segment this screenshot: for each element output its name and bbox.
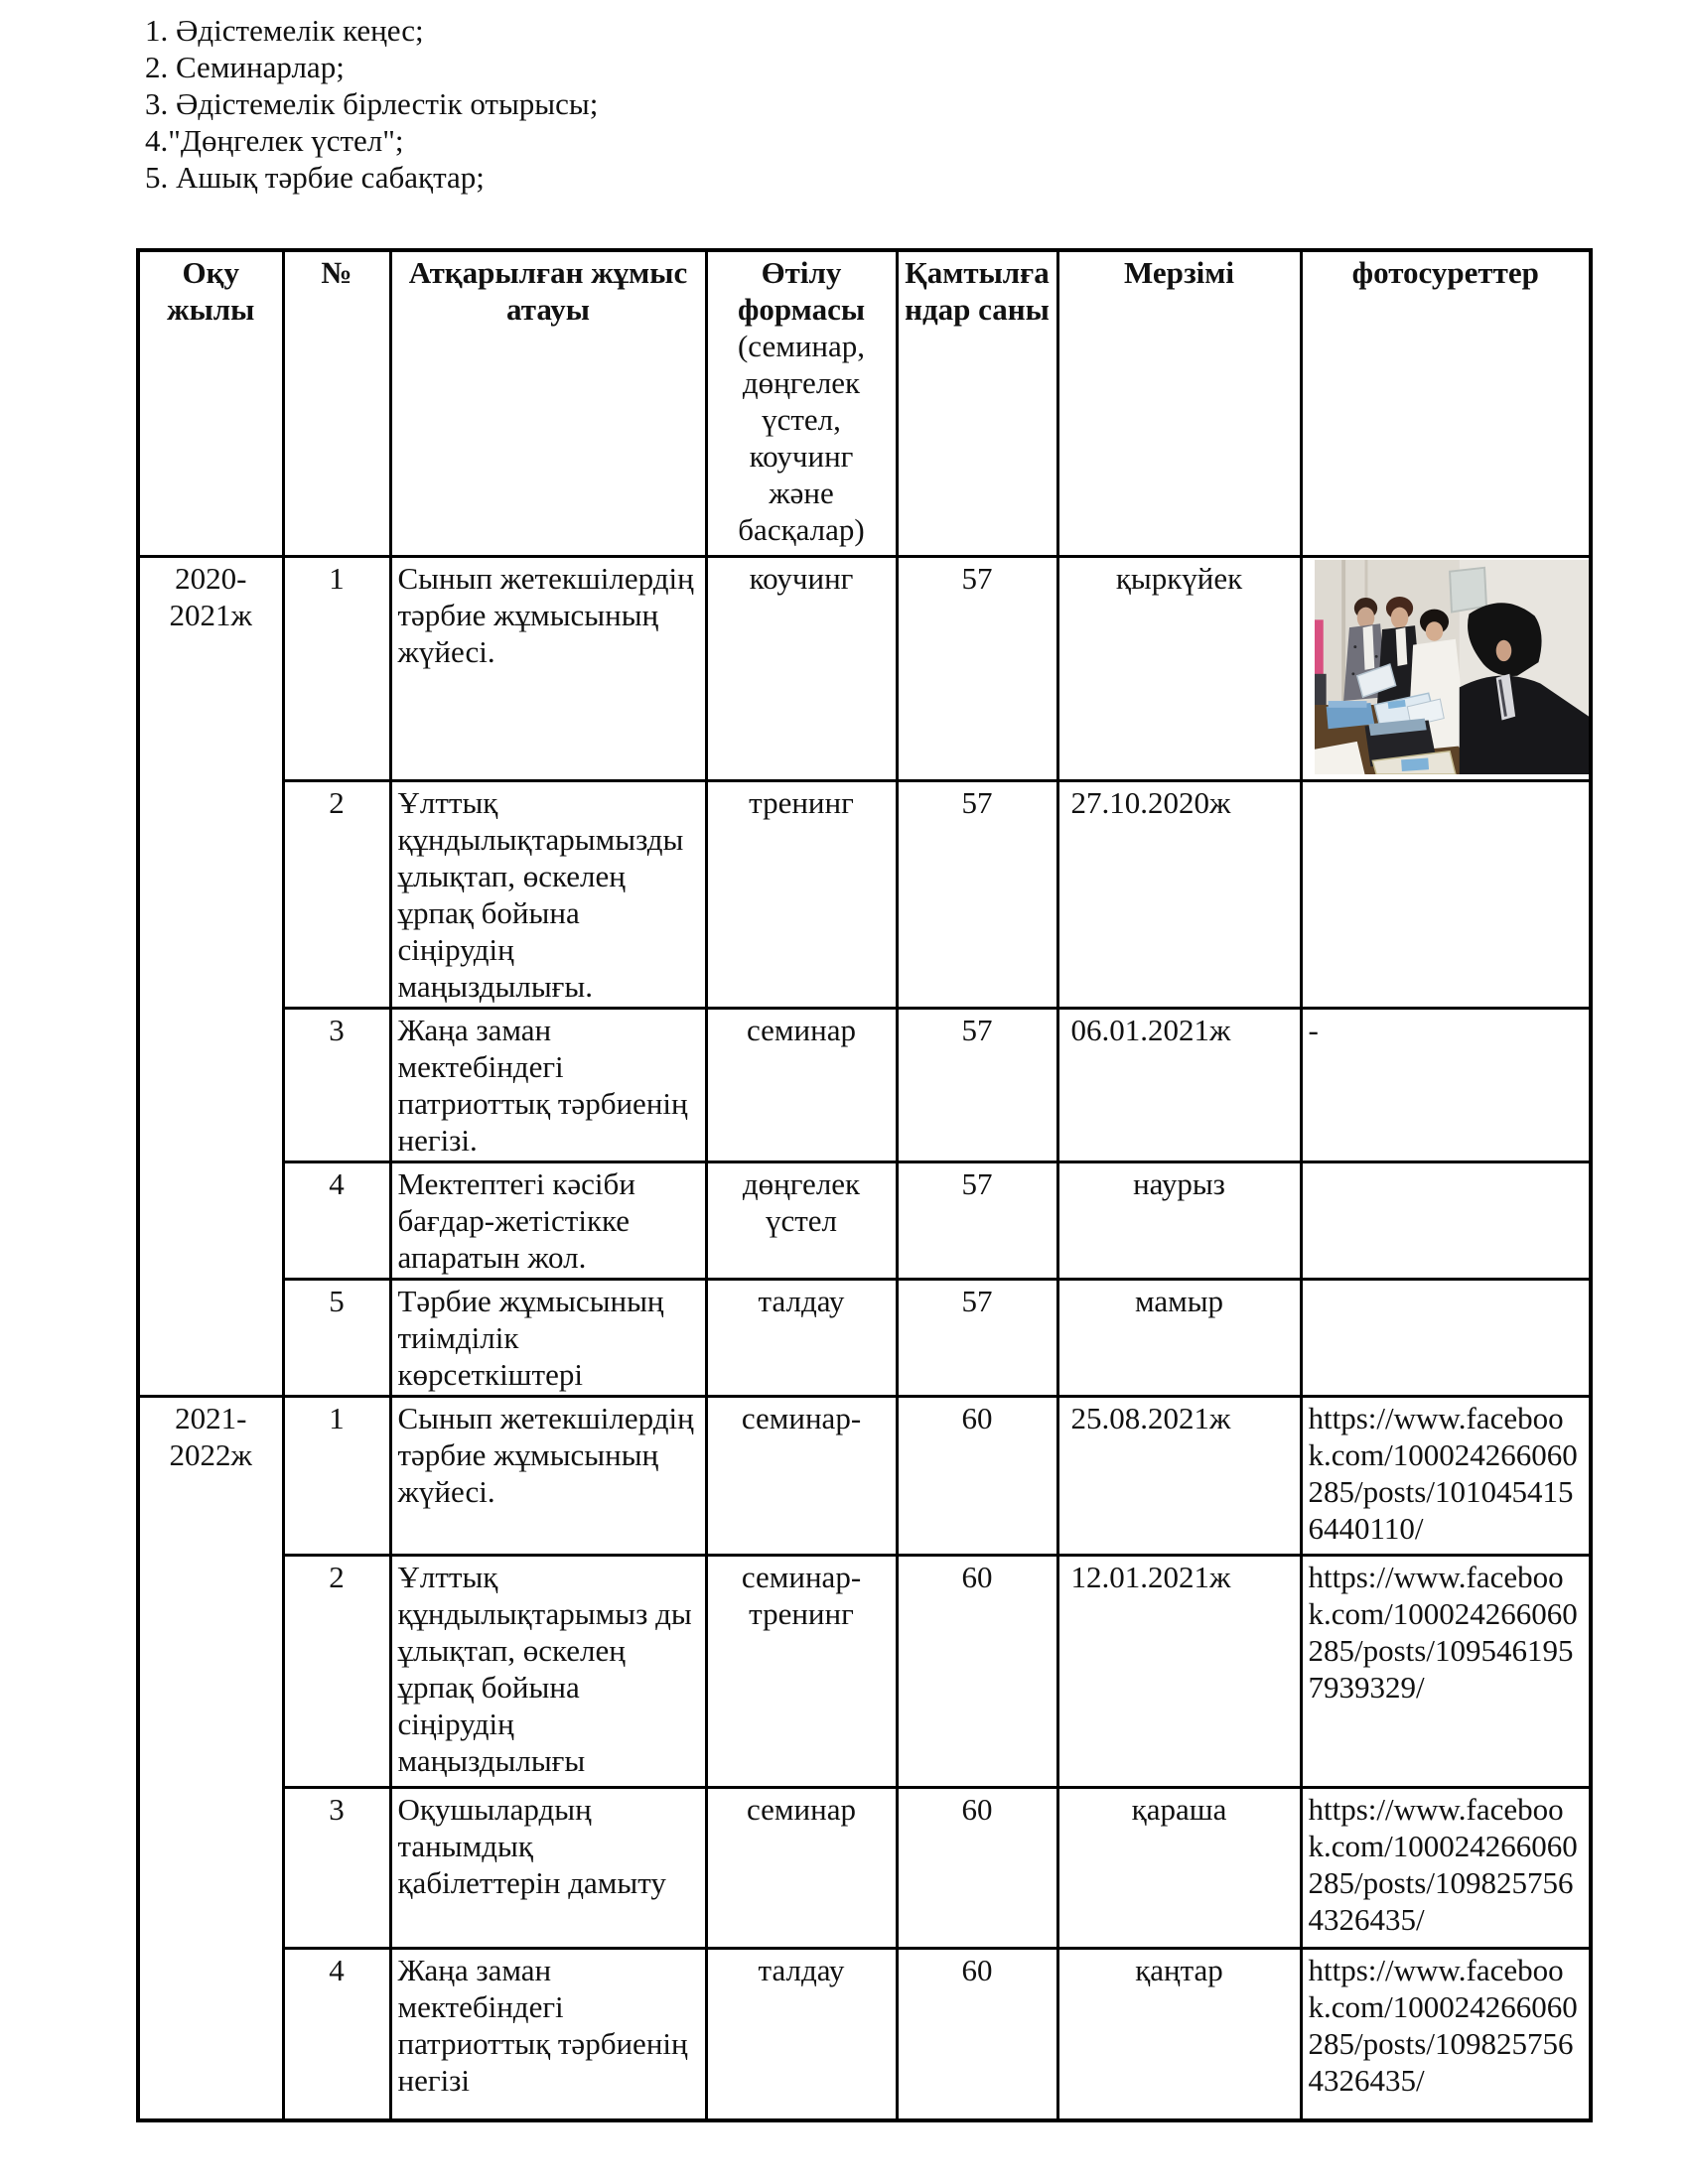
count-cell: 60 xyxy=(897,1787,1057,1948)
col-header-date: Мерзімі xyxy=(1057,250,1301,556)
date-cell: 12.01.2021ж xyxy=(1057,1555,1301,1787)
row-number-cell: 4 xyxy=(283,1161,390,1279)
row-number-cell: 5 xyxy=(283,1279,390,1396)
photo-cell-empty xyxy=(1301,780,1591,1008)
photo-link-cell: https://www.facebook.com/100024266060285/posts/1095461957939329/ xyxy=(1301,1555,1591,1787)
table-row xyxy=(138,1396,1591,1555)
work-name-cell: Мектептегі кәсіби бағдар-жетістікке апаратын жол. xyxy=(390,1161,706,1279)
photo-cell: - xyxy=(1301,1008,1591,1161)
col-header-form xyxy=(706,250,897,556)
date-cell: 27.10.2020ж xyxy=(1057,780,1301,1008)
row-number-cell: 4 xyxy=(283,1948,390,2120)
activities-table xyxy=(136,248,1593,2122)
count-cell: 57 xyxy=(897,1279,1057,1396)
count-cell: 60 xyxy=(897,1555,1057,1787)
form-cell: семинар-тренинг xyxy=(706,1555,897,1787)
table-row xyxy=(138,1948,1591,2120)
photo-cell xyxy=(1301,556,1591,780)
date-cell: 06.01.2021ж xyxy=(1057,1008,1301,1161)
date-cell: қыркүйек xyxy=(1057,556,1301,780)
row-number-cell: 3 xyxy=(283,1787,390,1948)
work-name-cell: Сынып жетекшілердің тәрбие жұмысының жүйесі. xyxy=(390,556,706,780)
col-header-form-title: Өтілу формасы xyxy=(737,255,866,327)
intro-list-item: 1. Әдістемелік кеңес; xyxy=(145,13,424,48)
col-header-count: Қамтылғандар саны xyxy=(897,250,1057,556)
form-cell: семинар xyxy=(706,1787,897,1948)
teachers-meeting-photo xyxy=(1309,560,1584,776)
count-cell: 57 xyxy=(897,1161,1057,1279)
table-row xyxy=(138,1161,1591,1279)
col-header-work: Атқарылған жұмыс атауы xyxy=(390,250,706,556)
intro-list-item: 5. Ашық тәрбие сабақтар; xyxy=(145,160,485,195)
intro-list xyxy=(145,12,598,196)
photo-link-cell: https://www.facebook.com/100024266060285/posts/1098257564326435/ xyxy=(1301,1787,1591,1948)
work-name-cell: Жаңа заман мектебіндегі патриоттық тәрбиенің негізі xyxy=(390,1948,706,2120)
photo-link-cell: https://www.facebook.com/100024266060285/posts/1098257564326435/ xyxy=(1301,1948,1591,2120)
date-cell: қаңтар xyxy=(1057,1948,1301,2120)
photo-cell-empty xyxy=(1301,1279,1591,1396)
table-row xyxy=(138,1008,1591,1161)
form-cell: семинар xyxy=(706,1008,897,1161)
form-cell: дөңгелек үстел xyxy=(706,1161,897,1279)
count-cell: 57 xyxy=(897,780,1057,1008)
date-cell: мамыр xyxy=(1057,1279,1301,1396)
row-number-cell: 2 xyxy=(283,780,390,1008)
photo-link-cell: https://www.facebook.com/100024266060285/posts/1010454156440110/ xyxy=(1301,1396,1591,1555)
work-name-cell: Ұлттық құндылықтарымызды ұлықтап, өскелең ұрпақ бойына сіңірудің маңыздылығы. xyxy=(390,780,706,1008)
table-row xyxy=(138,1555,1591,1787)
row-number-cell: 2 xyxy=(283,1555,390,1787)
form-cell: коучинг xyxy=(706,556,897,780)
work-name-cell: Жаңа заман мектебіндегі патриоттық тәрбиенің негізі. xyxy=(390,1008,706,1161)
form-cell: тренинг xyxy=(706,780,897,1008)
intro-list-item: 4."Дөңгелек үстел"; xyxy=(145,123,404,158)
table-row xyxy=(138,1279,1591,1396)
count-cell: 60 xyxy=(897,1396,1057,1555)
date-cell: 25.08.2021ж xyxy=(1057,1396,1301,1555)
intro-list-item: 3. Әдістемелік бірлестік отырысы; xyxy=(145,86,599,121)
col-header-form-note: (семинар, дөңгелек үстел, коучинг және басқалар) xyxy=(737,329,866,547)
table-row xyxy=(138,1787,1591,1948)
count-cell: 57 xyxy=(897,556,1057,780)
year-cell-2021-2022: 2021-2022ж xyxy=(138,1396,283,2120)
form-cell: семинар- xyxy=(706,1396,897,1555)
work-name-cell: Тәрбие жұмысының тиімділік көрсеткіштері xyxy=(390,1279,706,1396)
table-row xyxy=(138,780,1591,1008)
form-cell: талдау xyxy=(706,1279,897,1396)
photo-cell-empty xyxy=(1301,1161,1591,1279)
work-name-cell: Ұлттық құндылықтарымыз ды ұлықтап, өскелең ұрпақ бойына сіңірудің маңыздылығы xyxy=(390,1555,706,1787)
date-cell: қараша xyxy=(1057,1787,1301,1948)
row-number-cell: 1 xyxy=(283,1396,390,1555)
date-cell: наурыз xyxy=(1057,1161,1301,1279)
work-name-cell: Сынып жетекшілердің тәрбие жұмысының жүйесі. xyxy=(390,1396,706,1555)
work-name-cell: Оқушылардың танымдық қабілеттерін дамыту xyxy=(390,1787,706,1948)
count-cell: 60 xyxy=(897,1948,1057,2120)
col-header-year: Оқу жылы xyxy=(138,250,283,556)
count-cell: 57 xyxy=(897,1008,1057,1161)
row-number-cell: 1 xyxy=(283,556,390,780)
header-row xyxy=(138,250,1591,556)
row-number-cell: 3 xyxy=(283,1008,390,1161)
year-cell-2020-2021: 2020-2021ж xyxy=(138,556,283,1396)
intro-list-item: 2. Семинарлар; xyxy=(145,50,345,84)
form-cell: талдау xyxy=(706,1948,897,2120)
col-header-photos: фотосуреттер xyxy=(1301,250,1591,556)
col-header-num: № xyxy=(283,250,390,556)
table-row xyxy=(138,556,1591,780)
